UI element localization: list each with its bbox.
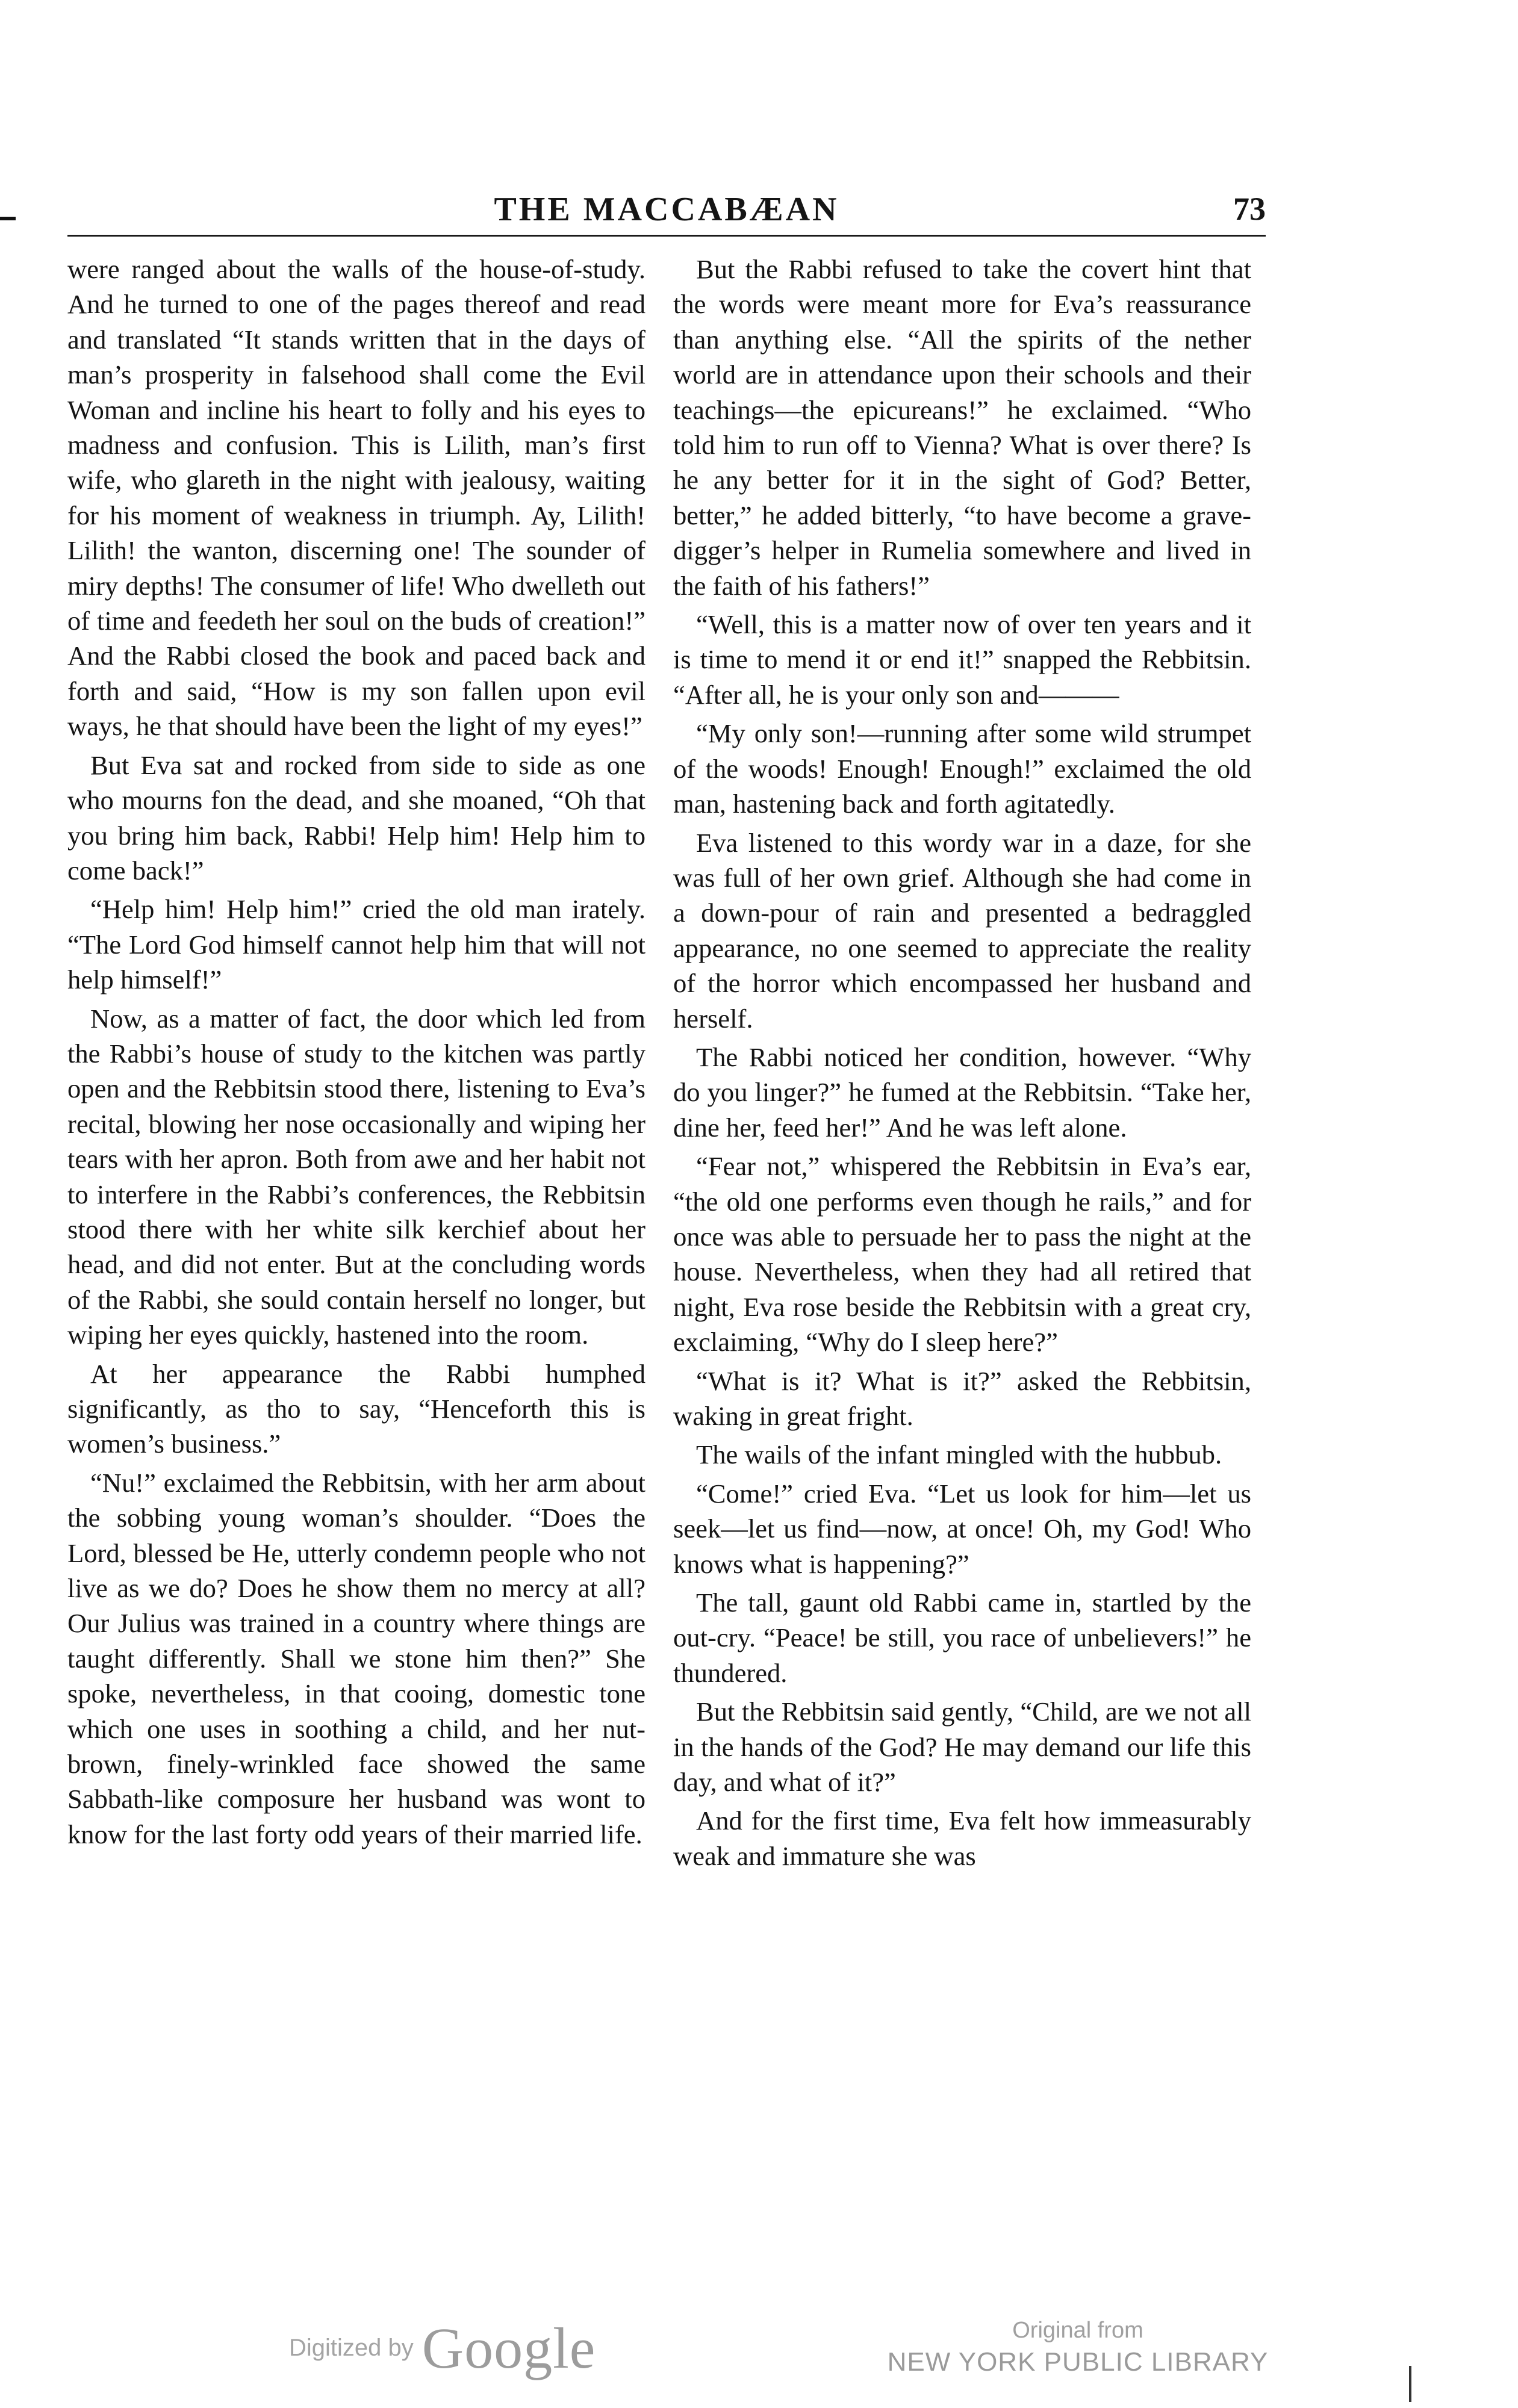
- running-head: [67, 187, 1266, 237]
- paragraph: But the Rabbi refused to take the covert hint that the words were meant more for Eva’s reassurance than anything else. “All the spirits of the nether world are in attendance upon their schools and their teachings—the epicureans!” he exclaimed. “Who told him to run off to Vienna? What is over there? Is he any better for it in the sight of God? Better, better,” he added bitterly, “to have become a grave-digger’s helper in Rumelia somewhere and lived in the faith of his fathers!”: [673, 254, 1251, 601]
- paragraph: “What is it? What is it?” asked the Rebbitsin, waking in great fright.: [673, 1365, 1251, 1431]
- paragraph: The tall, gaunt old Rabbi came in, startled by the out-cry. “Peace! be still, you race of unbelievers!” he thundered.: [673, 1587, 1251, 1688]
- paragraph: “Well, this is a matter now of over ten years and it is time to mend it or end it!” snapped the Rebbitsin. “After all, he is your only son and———: [673, 609, 1251, 710]
- margin-mark: [0, 217, 16, 220]
- paragraph: And for the first time, Eva felt how immeasurably weak and immature she was: [673, 1805, 1251, 1871]
- paragraph: At her appearance the Rabbi humphed significantly, as tho to say, “Henceforth this is women’s business.”: [67, 1358, 645, 1459]
- paragraph: were ranged about the walls of the house-of-study. And he turned to one of the pages thereof and read and translated “It stands written that in the days of man’s prosperity in falsehood shall come the Evil Woman and incline his heart to folly and his eyes to madness and confusion. This is Lilith, man’s first wife, who glareth in the night with jealousy, waiting for his moment of weakness in triumph. Ay, Lilith! Lilith! the wanton, discerning one! The sounder of miry depths! The consumer of life! Who dwelleth out of time and feedeth her soul on the buds of creation!” And the Rabbi closed the book and paced back and forth and said, “How is my son fallen upon evil ways, he that should have been the light of my eyes!”: [67, 254, 645, 742]
- paragraph: The Rabbi noticed her condition, however. “Why do you linger?” he fumed at the Rebbitsin. “Take her, dine her, feed her!” And he was left alone.: [673, 1041, 1251, 1143]
- paragraph: “Fear not,” whispered the Rebbitsin in Eva’s ear, “the old one performs even though he rails,” and for once was able to persuade her to pass the night at the house. Nevertheless, when they had all retired that night, Eva rose beside the Rebbitsin with a great cry, exclaiming, “Why do I sleep here?”: [673, 1151, 1251, 1358]
- digitized-label: Digitized by: [289, 2334, 414, 2361]
- paragraph: But the Rebbitsin said gently, “Child, are we not all in the hands of the God? He may demand our life this day, and what of it?”: [673, 1696, 1251, 1798]
- paragraph: But Eva sat and rocked from side to side as one who mourns fon the dead, and she moaned, “Oh that you bring him back, Rabbi! Help him! Help him to come back!”: [67, 749, 645, 886]
- page-number: 73: [1233, 191, 1266, 227]
- digitized-by: [289, 2312, 596, 2384]
- original-label: Original from: [1012, 2318, 1143, 2343]
- right-column: [673, 252, 1251, 1877]
- original-library: NEW YORK PUBLIC LIBRARY: [887, 2347, 1269, 2377]
- scan-footer: [0, 2312, 1518, 2384]
- paragraph: “Help him! Help him!” cried the old man irately. “The Lord God himself cannot help him that will not help himself!”: [67, 894, 645, 995]
- left-column: [67, 252, 645, 1855]
- paragraph: Now, as a matter of fact, the door which led from the Rabbi’s house of study to the kitchen was partly open and the Rebbitsin stood there, listening to Eva’s recital, blowing her nose occasionally and wiping her tears with her apron. Both from awe and her habit not to interfere in the Rabbi’s conferences, the Rebbitsin stood there with her white silk kerchief about her head, and did not enter. But at the concluding words of the Rabbi, she sould contain herself no longer, but wiping her eyes quickly, hastened into the room.: [67, 1003, 645, 1350]
- paragraph: Eva listened to this wordy war in a daze, for she was full of her own grief. Although she had come in a down-pour of rain and presented a bedraggled appearance, no one seemed to appreciate the reality of the horror which encompassed her husband and herself.: [673, 827, 1251, 1034]
- paragraph: “My only son!—running after some wild strumpet of the woods! Enough! Enough!” exclaimed the old man, hastening back and forth agitatedly.: [673, 718, 1251, 819]
- paragraph: The wails of the infant mingled with the hubbub.: [696, 1439, 1222, 1470]
- google-logo: Google: [421, 2315, 596, 2380]
- journal-title: THE MACCABÆAN: [494, 191, 839, 228]
- original-source: [867, 2315, 1289, 2379]
- corner-mark: [1409, 2366, 1420, 2402]
- paragraph: “Nu!” exclaimed the Rebbitsin, with her arm about the sobbing young woman’s shoulder. “Does the Lord, blessed be He, utterly condemn people who not live as we do? Does he show them no mercy at all? Our Julius was trained in a country where things are taught differently. Shall we stone him then?” She spoke, nevertheless, in that cooing, domestic tone which one uses in soothing a child, and her nut-brown, finely-wrinkled face showed the same Sabbath-like composure her husband was wont to know for the last forty odd years of their married life.: [67, 1467, 645, 1849]
- paragraph: “Come!” cried Eva. “Let us look for him—let us seek—let us find—now, at once! Oh, my God! Who knows what is happening?”: [673, 1478, 1251, 1579]
